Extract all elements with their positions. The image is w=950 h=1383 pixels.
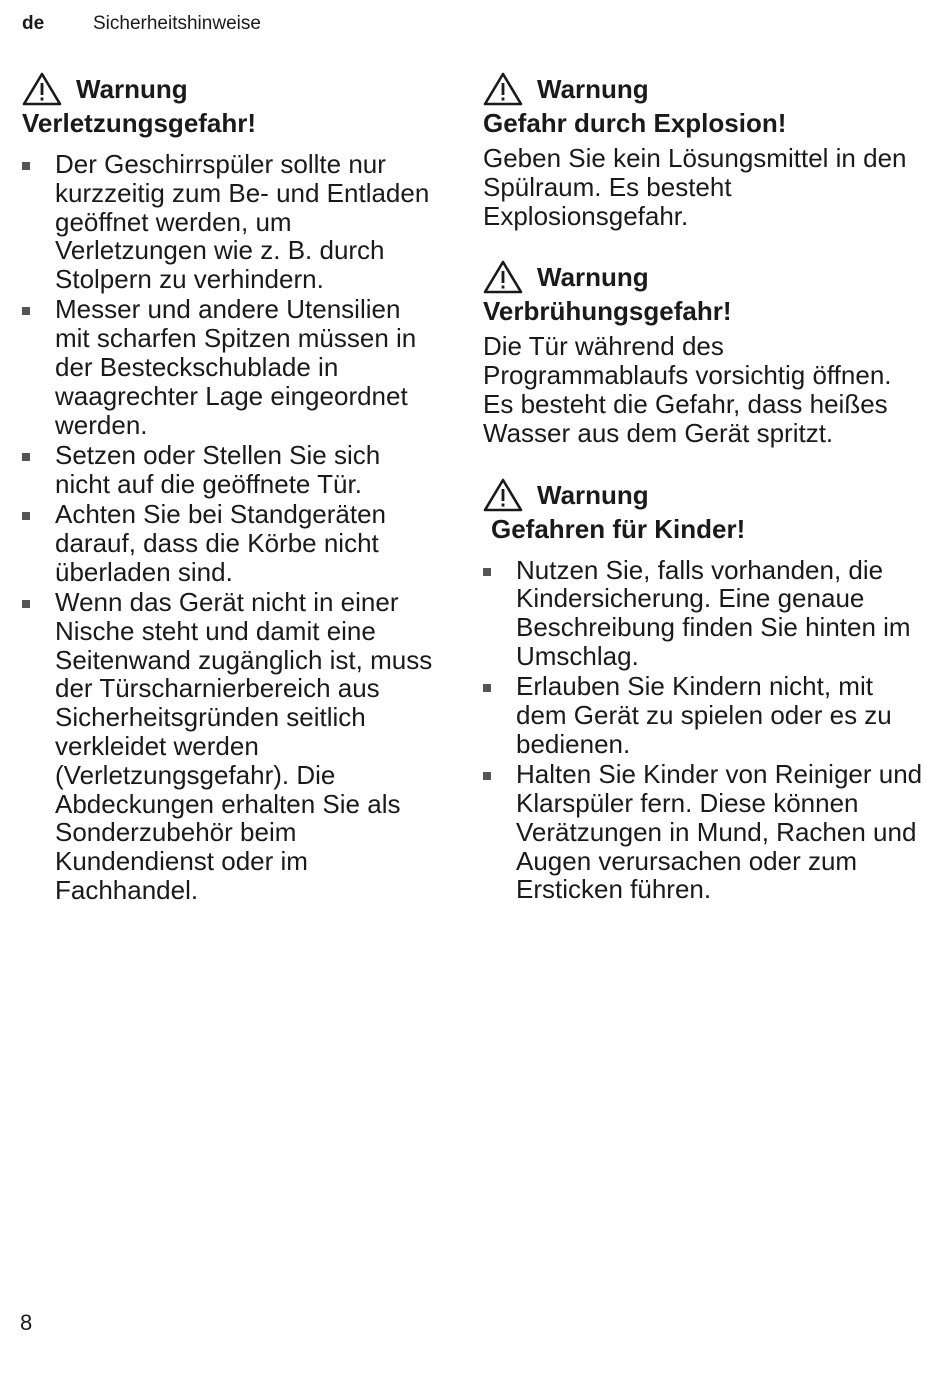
warning-text: Geben Sie kein Lösungsmittel in den Spülraum. Es besteht Explosionsgefahr. — [483, 143, 907, 231]
warning-text: Die Tür während des Programmablaufs vorsichtig öffnen. Es besteht die Gefahr, dass heißes Wasser aus dem Gerät spritzt. — [483, 331, 892, 448]
list-item-text: Nutzen Sie, falls vorhanden, die Kindersicherung. Eine genaue Beschreibung finden Sie hinten im Umschlag. — [516, 554, 911, 671]
list-item-text: Achten Sie bei Standgeräten darauf, dass die Körbe nicht überladen sind. — [55, 499, 387, 587]
language-code: de — [22, 13, 45, 34]
list-item-text: Halten Sie Kinder von Reiniger und Klarspüler fern. Diese können Verätzungen in Mund, Rachen und Augen verursachen oder zum Ersticken führen. — [516, 759, 923, 905]
warning-label: Warnung — [537, 74, 649, 104]
list-item-text: Der Geschirrspüler sollte nur kurzzeitig zum Be- und Entladen geöffnet werden, um Verletzungen wie z. B. durch Stolpern zu verhindern. — [55, 149, 430, 295]
bullet-icon — [483, 568, 491, 576]
warning-label: Warnung — [537, 479, 649, 510]
warning-heading — [22, 72, 442, 106]
list-item — [22, 441, 442, 499]
spacer — [483, 448, 928, 478]
warning-heading — [483, 478, 928, 512]
warning-children — [483, 478, 928, 905]
warning-heading — [483, 72, 928, 106]
list-item — [22, 500, 442, 586]
children-list — [483, 556, 928, 905]
warning-explosion — [483, 72, 928, 230]
right-column — [483, 72, 928, 906]
list-item — [22, 150, 442, 294]
section-title: Sicherheitshinweise — [93, 13, 261, 34]
list-item-text: Erlauben Sie Kindern nicht, mit dem Gerät zu spielen oder es zu bedienen. — [516, 671, 892, 759]
bullet-icon — [22, 453, 30, 461]
list-item — [483, 760, 928, 904]
bullet-icon — [22, 512, 30, 520]
list-item-text: Wenn das Gerät nicht in einer Nische steht und damit eine Seitenwand zugänglich ist, muss der Türscharnierbereich aus Sicherheitsgründen seitlich verkleidet werden (Verletzungsgefahr). Die Abdeckungen erhalten Sie als Sonderzubehör beim Kundendienst oder im Fachhandel. — [55, 586, 433, 905]
bullet-icon — [22, 600, 30, 608]
warning-triangle-icon — [22, 72, 62, 106]
warning-heading — [483, 260, 928, 294]
warning-scald — [483, 260, 928, 447]
bullet-icon — [483, 772, 491, 780]
list-item-text: Messer und andere Utensilien mit scharfen Spitzen müssen in der Besteckschublade in waagrechter Lage eingeordnet werden. — [55, 294, 417, 440]
list-item — [483, 672, 928, 758]
page-number: 8 — [20, 1310, 33, 1335]
bullet-icon — [22, 162, 30, 170]
warning-title: Gefahr durch Explosion! — [483, 108, 787, 138]
injury-list — [22, 150, 442, 905]
warning-injury — [22, 72, 442, 905]
left-column — [22, 72, 442, 906]
warning-triangle-icon — [483, 478, 523, 512]
warning-triangle-icon — [483, 72, 523, 106]
warning-triangle-icon — [483, 260, 523, 294]
list-item-text: Setzen oder Stellen Sie sich nicht auf die geöffnete Tür. — [55, 439, 381, 499]
warning-title: Gefahren für Kinder! — [491, 513, 746, 544]
list-item — [22, 295, 442, 439]
list-item — [22, 588, 442, 905]
bullet-icon — [22, 307, 30, 315]
bullet-icon — [483, 684, 491, 692]
warning-label: Warnung — [76, 74, 188, 104]
list-item — [483, 556, 928, 671]
spacer — [483, 230, 928, 260]
warning-label: Warnung — [537, 262, 649, 293]
warning-title: Verbrühungsgefahr! — [483, 296, 732, 327]
warning-title: Verletzungsgefahr! — [22, 108, 257, 138]
